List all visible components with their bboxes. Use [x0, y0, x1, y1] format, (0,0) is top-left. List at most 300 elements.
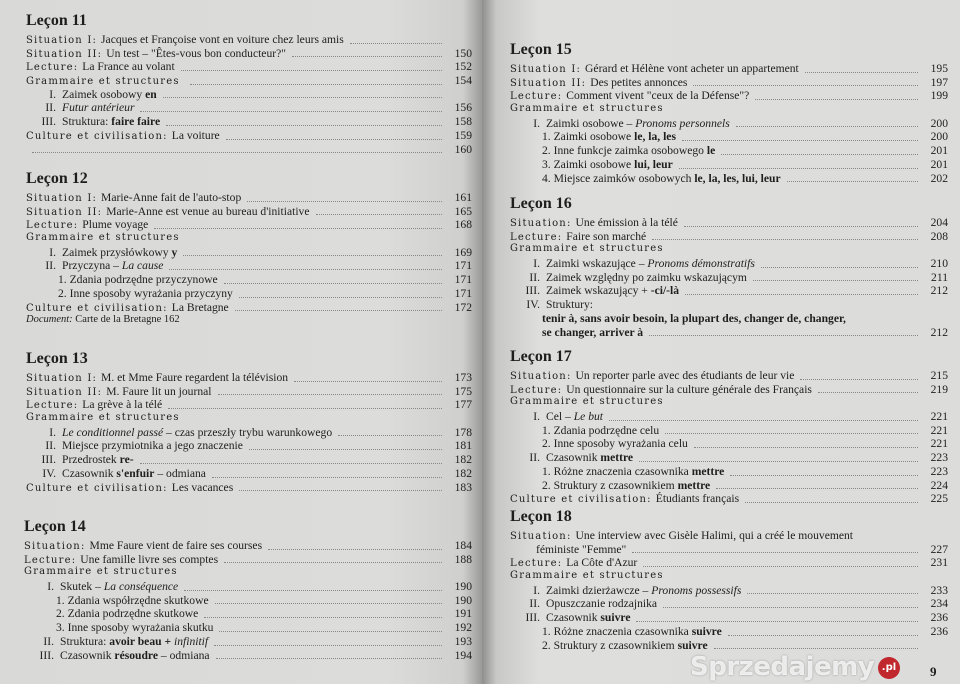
dot-leader [609, 420, 918, 421]
page-ref: 171 [454, 259, 472, 273]
page-ref: 182 [454, 466, 472, 480]
section-label: Grammaire et structures [26, 412, 180, 424]
entry-text-segment: Une famille livre ses comptes [80, 552, 219, 566]
dot-leader [216, 658, 442, 659]
dot-leader [730, 475, 918, 476]
dot-leader [181, 70, 442, 71]
toc-entry[interactable] [26, 33, 472, 47]
lesson-15 [510, 41, 948, 185]
entry-text-segment: lui, leur [634, 157, 673, 171]
toc-entry[interactable] [510, 465, 948, 479]
watermark-badge: .pl [878, 657, 900, 679]
entry-title [62, 101, 134, 114]
entry-text-segment: re- [119, 453, 134, 467]
toc-entry[interactable] [26, 287, 472, 301]
dot-leader [140, 463, 442, 464]
entry-text-segment: Des petites annonces [590, 75, 688, 89]
section-label: Culture et civilisation: [26, 130, 168, 142]
entry-title [56, 607, 198, 620]
dot-leader [249, 449, 442, 450]
entry-title [101, 371, 288, 384]
toc-entry[interactable] [26, 47, 472, 61]
toc-entry[interactable] [24, 553, 472, 567]
entry-text-segment: Une émission à la télé [575, 216, 678, 229]
section-label: Situation: [510, 531, 572, 542]
dot-leader [755, 99, 918, 100]
dot-leader [636, 621, 918, 622]
toc-entry[interactable] [26, 205, 472, 219]
entry-text-segment: le, la, les [634, 130, 676, 144]
dot-leader [168, 408, 442, 409]
toc-entry[interactable] [510, 529, 948, 543]
entry-text-segment: Przedrostek [62, 453, 120, 467]
toc-entry[interactable] [24, 649, 472, 663]
dot-leader [235, 310, 442, 311]
entry-text-segment: Pronoms possessifs [651, 583, 742, 597]
toc-entry[interactable] [26, 218, 472, 232]
entry-text-segment: Jacques et Françoise vont en voiture chez leurs amis [101, 33, 344, 46]
entry-title [546, 611, 630, 624]
roman-numeral: III. [41, 453, 56, 467]
lesson-title: Leçon 17 [510, 348, 572, 365]
dot-leader [226, 139, 442, 140]
entry-title [566, 230, 646, 243]
dot-leader [649, 335, 918, 336]
page-ref: 184 [454, 539, 472, 552]
toc-entry[interactable] [510, 639, 948, 653]
entry-title [542, 326, 643, 339]
toc-entry[interactable] [510, 543, 948, 557]
entry-text-segment: 2. Zdania podrzędne skutkowe [56, 607, 199, 621]
section-label: Grammaire et structures [510, 103, 664, 115]
entry-title [82, 218, 148, 231]
entry-text-segment: 1. Zdania podrzędne celu [542, 423, 660, 437]
toc-entry[interactable] [26, 439, 472, 453]
page-ref: 159 [454, 128, 472, 142]
toc-entry[interactable] [26, 232, 472, 246]
entry-title [58, 273, 218, 286]
entry-text-segment: 3. Inne sposoby wyrażania skutku [56, 621, 214, 635]
entry-text-segment: suivre [600, 611, 631, 625]
toc-entry[interactable] [26, 453, 472, 467]
dot-leader [212, 477, 442, 478]
roman-numeral: I. [533, 257, 540, 271]
entry-title [106, 385, 211, 398]
page-ref: 221 [930, 423, 948, 437]
section-label: Grammaire et structures [510, 243, 664, 255]
page-ref: 219 [930, 382, 948, 396]
roman-numeral: III. [525, 284, 540, 298]
dot-leader [753, 280, 918, 281]
dot-leader [685, 294, 918, 295]
roman-numeral: IV. [42, 466, 56, 480]
roman-numeral: I. [533, 410, 540, 424]
toc-entry[interactable] [26, 426, 472, 440]
toc-entry[interactable] [26, 259, 472, 273]
lesson-title: Leçon 13 [26, 350, 88, 367]
entry-text-segment: 2. Struktury z czasownikiem [542, 638, 678, 652]
toc-entry[interactable] [510, 597, 948, 611]
lesson-12 [26, 170, 472, 328]
entry-text-segment: féministe "Femme" [536, 542, 627, 556]
dot-leader [805, 72, 918, 73]
dot-leader [747, 593, 918, 594]
page-ref: 227 [930, 542, 948, 556]
toc-entry[interactable] [510, 369, 948, 383]
page-ref: 210 [930, 257, 948, 271]
page-number: 9 [930, 664, 937, 679]
entry-title [542, 312, 846, 325]
entry-text-segment: Carte de la Bretagne 162 [72, 314, 180, 326]
entry-text-segment: Le but [573, 410, 604, 424]
entry-title [106, 47, 286, 60]
toc-entry[interactable] [510, 89, 948, 103]
toc-entry[interactable] [26, 246, 472, 260]
toc-entry[interactable] [26, 481, 472, 495]
roman-numeral: I. [49, 425, 56, 439]
toc-entry[interactable] [26, 371, 472, 385]
page-ref: 169 [454, 245, 472, 259]
page-ref: 208 [930, 229, 948, 243]
dot-leader [294, 381, 442, 382]
section-label: Situation: [510, 371, 572, 382]
section-label: Lecture: [510, 231, 563, 243]
toc-entry[interactable] [26, 314, 472, 328]
toc-entry[interactable] [510, 451, 948, 465]
entry-text-segment: en [145, 87, 157, 101]
page-ref: 193 [454, 634, 472, 648]
dot-leader [694, 447, 918, 448]
toc-entry[interactable] [24, 539, 472, 553]
toc-entry[interactable] [24, 594, 472, 608]
toc-entry[interactable] [26, 115, 472, 129]
toc-entry[interactable] [26, 74, 472, 88]
lesson-title: Leçon 18 [510, 508, 572, 525]
page-ref: 199 [930, 89, 948, 103]
toc-entry[interactable] [510, 570, 948, 584]
section-label: Grammaire et structures [510, 396, 664, 408]
entry-title [585, 62, 799, 75]
entry-title [90, 539, 263, 552]
toc-entry[interactable] [510, 172, 948, 186]
page-ref: 168 [454, 218, 472, 232]
entry-text-segment: y [171, 245, 178, 259]
roman-numeral: II. [45, 439, 56, 453]
entry-text-segment: mettre [600, 451, 634, 465]
page-ref: 234 [930, 597, 948, 611]
roman-numeral: III. [41, 115, 56, 129]
section-label: Situation I: [510, 64, 582, 75]
entry-text-segment: Étudiants français [655, 492, 740, 506]
roman-numeral: III. [525, 611, 540, 625]
toc-entry[interactable] [26, 129, 472, 143]
roman-numeral: I. [533, 583, 540, 597]
entry-title [60, 635, 208, 648]
lesson-title: Leçon 14 [24, 518, 86, 535]
toc-entry[interactable] [510, 410, 948, 424]
section-label: Lecture: [510, 558, 563, 570]
toc-entry[interactable] [510, 103, 948, 117]
dot-leader [745, 502, 918, 503]
toc-entry[interactable] [510, 158, 948, 172]
entry-title [546, 451, 633, 464]
roman-numeral: II. [529, 597, 540, 611]
entry-text-segment: 2. Inne sposoby wyrażania celu [542, 437, 688, 451]
toc-entry[interactable] [26, 191, 472, 205]
entry-text-segment: La voiture [171, 128, 220, 142]
entry-title [172, 481, 233, 494]
entry-text-segment: Zaimki osobowe – [546, 116, 636, 130]
page-ref: 177 [454, 398, 472, 412]
lesson-18 [510, 508, 948, 652]
entry-text-segment: Czasownik [62, 466, 117, 480]
section-label: Lecture: [510, 91, 563, 103]
section-label: Situation I: [26, 193, 98, 204]
entry-text-segment: Czasownik [60, 648, 115, 662]
section-label: Situation II: [26, 48, 103, 60]
watermark-logo: Sprzedajemy [690, 652, 875, 682]
dot-leader [728, 635, 918, 636]
roman-numeral: III. [39, 648, 54, 662]
toc-entry[interactable] [510, 326, 948, 340]
roman-numeral: II. [45, 259, 56, 273]
toc-entry[interactable] [510, 243, 948, 257]
page-ref: 236 [930, 611, 948, 625]
entry-text-segment: – odmiana [154, 466, 206, 480]
page-ref: 195 [930, 62, 948, 75]
toc-entry[interactable] [24, 566, 472, 580]
dot-leader [183, 255, 442, 256]
lesson-14 [24, 518, 472, 662]
entry-title [172, 129, 220, 142]
page-ref: 221 [930, 410, 948, 424]
entry-title [62, 426, 332, 439]
dot-leader [736, 126, 918, 127]
entry-text-segment: La cause [121, 259, 164, 273]
entry-title [576, 369, 795, 382]
section-label: Situation II: [510, 77, 587, 89]
toc-entry[interactable] [24, 580, 472, 594]
dot-leader [652, 239, 918, 240]
toc-entry[interactable] [26, 398, 472, 412]
toc-entry[interactable] [510, 284, 948, 298]
toc-entry[interactable] [26, 273, 472, 287]
section-label: Situation I: [26, 373, 98, 384]
entry-title [172, 301, 229, 314]
toc-entry[interactable] [26, 60, 472, 74]
dot-leader [338, 435, 442, 436]
dot-leader [721, 154, 918, 155]
entry-title [546, 271, 747, 284]
toc-entry[interactable] [510, 257, 948, 271]
dot-leader [32, 152, 442, 153]
page-ref: 204 [930, 216, 948, 229]
entry-title [566, 89, 749, 102]
lesson-11 [26, 12, 472, 156]
entry-text-segment: Un reporter parle avec des étudiants de leur vie [575, 369, 795, 382]
toc-entry[interactable] [510, 625, 948, 639]
dot-leader [663, 607, 918, 608]
entry-text-segment: Opuszczanie rodzajnika [546, 597, 658, 611]
page-ref: 221 [930, 437, 948, 451]
page-ref: 171 [454, 286, 472, 300]
entry-title [542, 625, 722, 638]
entry-title [62, 467, 206, 480]
toc-entry[interactable] [510, 216, 948, 230]
entry-text-segment: Cel – [546, 410, 574, 424]
page-ref: 201 [930, 144, 948, 158]
entry-title [60, 580, 178, 593]
entry-text-segment: La Bretagne [171, 300, 229, 314]
page-ref: 161 [454, 191, 472, 204]
page-ref: 181 [454, 439, 472, 453]
entry-text-segment: Futur antérieur [62, 101, 135, 115]
page-ref: 178 [454, 425, 472, 439]
section-label: Grammaire et structures [24, 566, 178, 578]
entry-title [546, 117, 730, 130]
dot-leader [643, 566, 918, 567]
entry-title [542, 172, 781, 185]
toc-entry[interactable] [510, 556, 948, 570]
toc-entry[interactable] [26, 301, 472, 315]
entry-text-segment: Skutek – [60, 580, 104, 594]
toc-entry[interactable] [26, 412, 472, 426]
toc-entry[interactable] [26, 101, 472, 115]
entry-text-segment: M. et Mme Faure regardent la télévision [101, 371, 289, 384]
entry-text-segment: Une interview avec Gisèle Halimi, qui a créé le mouvement [575, 529, 854, 542]
toc-entry[interactable] [26, 385, 472, 399]
entry-text-segment: Miejsce przymiotnika a jego znaczenie [62, 439, 243, 453]
entry-text-segment: Zaimki wskazujące – [546, 257, 648, 271]
lesson-title: Leçon 12 [26, 170, 88, 187]
toc-entry[interactable] [510, 130, 948, 144]
entry-text-segment: 1. Zdania współrzędne skutkowe [56, 593, 209, 607]
toc-entry[interactable] [26, 467, 472, 481]
roman-numeral: I. [47, 580, 54, 594]
entry-text-segment: – czas przeszły trybu warunkowego [163, 425, 333, 439]
entry-text-segment: Plume voyage [82, 218, 149, 232]
page-ref: 223 [930, 464, 948, 478]
toc-entry[interactable] [510, 62, 948, 76]
page-ref: 154 [454, 74, 472, 88]
roman-numeral: I. [533, 116, 540, 130]
dot-leader [693, 85, 918, 86]
dot-leader [268, 549, 442, 550]
roman-numeral: I. [49, 87, 56, 101]
entry-text-segment: mettre [677, 478, 711, 492]
toc-entry[interactable] [24, 621, 472, 635]
dot-leader [761, 267, 918, 268]
page-ref: 175 [454, 384, 472, 398]
dot-leader [639, 461, 918, 462]
toc-entry[interactable] [510, 383, 948, 397]
entry-text-segment: Un questionnaire sur la culture générale des Français [566, 382, 812, 396]
entry-title [62, 259, 163, 272]
entry-text-segment: avoir beau + [109, 634, 174, 648]
entry-text-segment: Document: [26, 314, 73, 326]
toc-entry[interactable] [26, 88, 472, 102]
entry-text-segment: le [706, 144, 716, 158]
page-ref: 201 [930, 157, 948, 171]
lesson-title: Leçon 11 [26, 12, 87, 29]
dot-leader [224, 283, 442, 284]
entry-title [542, 479, 710, 492]
toc-entry[interactable] [510, 298, 948, 312]
toc-entry[interactable] [510, 271, 948, 285]
section-label: Situation: [510, 218, 572, 229]
dot-leader [218, 394, 443, 395]
entry-title [58, 287, 233, 300]
entry-text-segment: Mme Faure vient de faire ses courses [89, 539, 263, 552]
section-label: Situation I: [26, 35, 98, 46]
section-label: Grammaire et structures [510, 570, 664, 582]
section-label: Grammaire et structures [26, 76, 180, 88]
toc-entry[interactable] [24, 607, 472, 621]
lesson-17 [510, 348, 948, 506]
entry-title [546, 410, 603, 423]
toc-entry[interactable] [510, 492, 948, 506]
page-ref: 190 [454, 580, 472, 594]
entry-text-segment: Zaimek przysłówkowy [62, 245, 172, 259]
toc-entry[interactable] [510, 117, 948, 131]
page-ref: 190 [454, 593, 472, 607]
entry-text-segment: Struktury: [546, 298, 594, 312]
page-ref: 150 [454, 46, 472, 60]
toc-entry[interactable] [24, 635, 472, 649]
toc-entry[interactable] [510, 424, 948, 438]
dot-leader [224, 562, 442, 563]
entry-text-segment: suivre [691, 624, 722, 638]
entry-title [542, 424, 659, 437]
section-label: Lecture: [26, 400, 79, 412]
dot-leader [204, 617, 442, 618]
toc-entry[interactable] [510, 479, 948, 493]
page-ref: 233 [930, 583, 948, 597]
roman-numeral: II. [45, 101, 56, 115]
toc-entry[interactable] [510, 312, 948, 326]
toc-entry[interactable] [510, 437, 948, 451]
toc-entry[interactable] [510, 144, 948, 158]
dot-leader [169, 269, 442, 270]
page-ref: 182 [454, 453, 472, 467]
entry-text-segment: La France au volant [82, 60, 175, 74]
toc-entry[interactable] [510, 76, 948, 90]
toc-entry[interactable] [510, 230, 948, 244]
lesson-13 [26, 350, 472, 494]
dot-leader [787, 181, 918, 182]
entry-text-segment: La grève à la télé [82, 398, 163, 412]
entry-title [101, 191, 241, 204]
entry-text-segment: Marie-Anne est venue au bureau d'initiative [106, 204, 310, 218]
entry-title [62, 115, 160, 128]
entry-text-segment: le, la, les, lui, leur [694, 171, 781, 185]
toc-entry[interactable] [510, 611, 948, 625]
entry-text-segment: 2. Inne sposoby wyrażania przyczyny [58, 286, 233, 300]
entry-text-segment: M. Faure lit un journal [106, 384, 212, 398]
toc-entry[interactable] [26, 143, 472, 157]
entry-text-segment: tenir à, sans avoir besoin, la plupart des, changer de, changer, [542, 311, 846, 325]
page-ref: 200 [930, 116, 948, 130]
page-ref: 225 [930, 492, 948, 506]
page-ref: 236 [930, 624, 948, 638]
entry-title [542, 158, 673, 171]
entry-text-segment: Pronoms personnels [635, 116, 730, 130]
entry-text-segment: 1. Różne znaczenia czasownika [542, 464, 692, 478]
entry-text-segment: 2. Struktury z czasownikiem [542, 478, 678, 492]
toc-entry[interactable] [510, 584, 948, 598]
page-ref: 197 [930, 75, 948, 89]
toc-entry[interactable] [510, 396, 948, 410]
